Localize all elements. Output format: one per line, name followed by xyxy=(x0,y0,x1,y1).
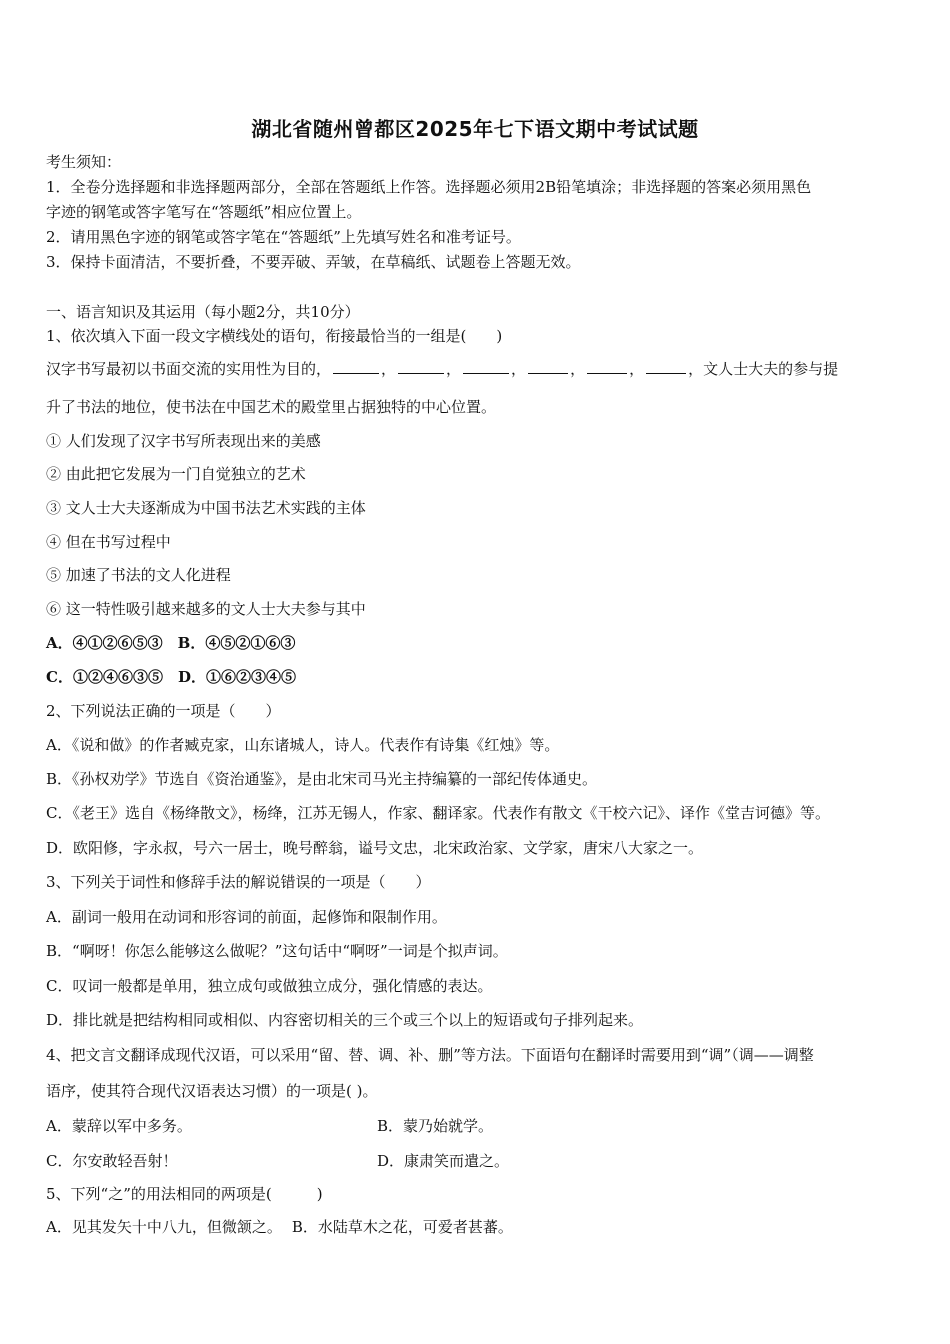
section-heading: 一、语言知识及其运用（每小题2分，共10分） xyxy=(46,303,360,321)
q1-passage-start: 汉字书写最初以书面交流的实用性为目的， xyxy=(46,360,332,378)
q3-option-b: B．“啊呀！你怎么能够这么做呢？”这句话中“啊呀”一词是个拟声词。 xyxy=(46,942,508,960)
q3-option-a: A．副词一般用在动词和形容词的前面，起修饰和限制作用。 xyxy=(46,908,447,926)
notice-item-1-cont: 字迹的钢笔或答字笔写在“答题纸”相应位置上。 xyxy=(46,203,362,221)
q5-options-row1 xyxy=(46,1217,513,1237)
q5-option-a: A．见其发矢十中八九，但微颔之。 xyxy=(46,1218,282,1236)
answer-blank xyxy=(398,359,444,374)
q3-option-c: C．叹词一般都是单用，独立成句或做独立成分，强化情感的表达。 xyxy=(46,977,493,995)
q4-option-b: B．蒙乃始就学。 xyxy=(377,1117,494,1135)
notice-item-3: 3．保持卡面清洁，不要折叠，不要弄破、弄皱，在草稿纸、试题卷上答题无效。 xyxy=(46,253,581,271)
q1-passage-line2: 升了书法的地位，使书法在中国艺术的殿堂里占据独特的中心位置。 xyxy=(46,398,497,416)
q1-options-ab: A．④①②⑥⑤③ B．④⑤②①⑥③ xyxy=(46,634,296,652)
q3-option-d: D．排比就是把结构相同或相似、内容密切相关的三个或三个以上的短语或句子排列起来。 xyxy=(46,1011,644,1029)
answer-blank xyxy=(463,359,509,374)
q2-option-a: A．《说和做》的作者臧克家，山东诸城人，诗人。代表作有诗集《红烛》等。 xyxy=(46,736,560,754)
q3-stem: 3、下列关于词性和修辞手法的解说错误的一项是（ ） xyxy=(46,873,431,891)
q4-option-c: C．尔安敢轻吾射！ xyxy=(46,1152,178,1170)
q4-stem-line1: 4、把文言文翻译成现代汉语，可以采用“留、替、调、补、删”等方法。下面语句在翻译时需要用到“调”（调——调整 xyxy=(46,1046,814,1064)
q1-stem: 1、依次填入下面一段文字横线处的语句，衔接最恰当的一组是( ) xyxy=(46,327,503,345)
q5-option-b: B．水陆草木之花，可爱者甚蕃。 xyxy=(291,1218,513,1236)
q1-options-cd: C．①②④⑥③⑤ D．①⑥②③④⑤ xyxy=(46,668,296,686)
q1-passage-end: ，文人士大夫的参与提 xyxy=(688,360,839,378)
q5-stem: 5、下列“之”的用法相同的两项是( ) xyxy=(46,1185,323,1203)
q1-sentence-4: ④ 但在书写过程中 xyxy=(46,533,171,551)
q4-option-a: A．蒙辞以军中多务。 xyxy=(46,1117,192,1135)
q2-option-b: B．《孙权劝学》节选自《资治通鉴》，是由北宋司马光主持编纂的一部纪传体通史。 xyxy=(46,770,598,788)
blank-separator: ， xyxy=(570,360,586,378)
notice-item-2: 2．请用黑色字迹的钢笔或答字笔在“答题纸”上先填写姓名和准考证号。 xyxy=(46,228,521,246)
q1-passage-line1 xyxy=(46,359,838,379)
blank-separator: ， xyxy=(381,360,397,378)
page-title: 湖北省随州曾都区2025年七下语文期中考试试题 xyxy=(251,117,699,141)
q4-stem-line2: 语序，使其符合现代汉语表达习惯）的一项是( )。 xyxy=(46,1082,378,1100)
notice-heading: 考生须知： xyxy=(46,153,122,171)
q1-sentence-3: ③ 文人士大夫逐渐成为中国书法艺术实践的主体 xyxy=(46,499,366,517)
q1-sentence-1: ① 人们发现了汉字书写所表现出来的美感 xyxy=(46,432,321,450)
q2-option-c: C．《老王》选自《杨绛散文》，杨绛，江苏无锡人，作家、翻译家。代表作有散文《干校六记》、译作《堂吉诃德》等。 xyxy=(46,804,830,822)
answer-blank xyxy=(333,359,379,374)
answer-blank xyxy=(587,359,627,374)
q1-sentence-6: ⑥ 这一特性吸引越来越多的文人士大夫参与其中 xyxy=(46,600,366,618)
notice-item-1: 1．全卷分选择题和非选择题两部分，全部在答题纸上作答。选择题必须用2B铅笔填涂；非选择题的答案必须用黑色 xyxy=(46,178,812,196)
q2-option-d: D．欧阳修，字永叔，号六一居士，晚号醉翁，谥号文忠，北宋政治家、文学家，唐宋八大家之一。 xyxy=(46,839,704,857)
answer-blank xyxy=(528,359,568,374)
blank-separator: ， xyxy=(446,360,462,378)
q2-stem: 2、下列说法正确的一项是（ ） xyxy=(46,702,281,720)
q4-option-d: D．康肃笑而遣之。 xyxy=(377,1152,510,1170)
q1-sentence-2: ② 由此把它发展为一门自觉独立的艺术 xyxy=(46,465,306,483)
blank-separator: ， xyxy=(629,360,645,378)
blank-separator: ， xyxy=(511,360,527,378)
answer-blank xyxy=(646,359,686,374)
q1-sentence-5: ⑤ 加速了书法的文人化进程 xyxy=(46,566,231,584)
